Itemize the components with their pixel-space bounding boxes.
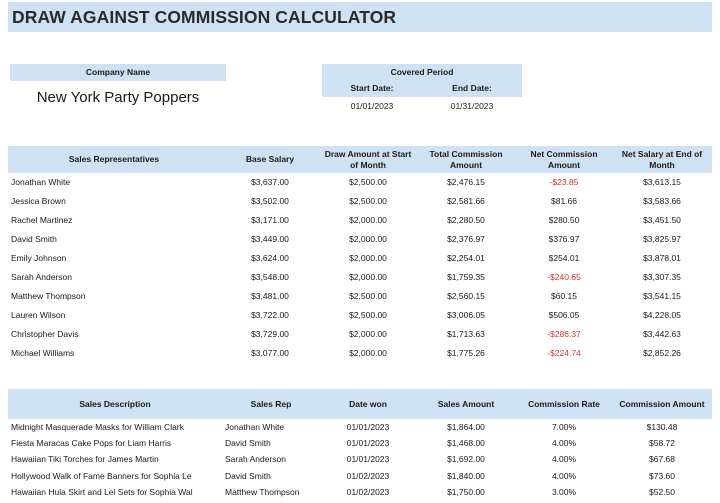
column-header: Sales Representatives: [68, 154, 160, 165]
table-cell[interactable]: 4.00%: [551, 454, 577, 465]
table-row: [8, 419, 712, 435]
table-cell[interactable]: Midnight Masquerade Masks for William Clark: [11, 422, 184, 432]
table-cell[interactable]: -$224.74: [547, 348, 581, 358]
table-cell[interactable]: $3,006.05: [447, 310, 485, 320]
table-row: [8, 468, 712, 484]
table-cell[interactable]: $3,502.00: [251, 196, 289, 206]
column-header: Draw Amount at Start of Month: [324, 149, 412, 170]
table-cell[interactable]: $2,852.26: [643, 348, 681, 358]
table-cell[interactable]: $2,500.00: [349, 177, 387, 187]
table-row: [8, 484, 712, 500]
table-cell[interactable]: $2,000.00: [349, 272, 387, 282]
table-cell[interactable]: 01/01/2023: [346, 454, 390, 465]
table-row: [8, 451, 712, 467]
table-row: [8, 287, 712, 306]
table-cell[interactable]: $3,878.01: [643, 253, 681, 263]
table-cell[interactable]: $1,750.00: [447, 486, 485, 497]
sales-table: [8, 389, 712, 500]
table-row: [8, 435, 712, 451]
table-cell[interactable]: -$286.37: [547, 329, 581, 339]
column-header: Net Commission Amount: [530, 149, 598, 170]
table-row: [8, 211, 712, 230]
table-cell[interactable]: $376.97: [548, 234, 580, 244]
table-cell[interactable]: $3,613.15: [643, 177, 681, 187]
table-cell[interactable]: $3,722.00: [251, 310, 289, 320]
table-cell[interactable]: 01/01/2023: [346, 438, 390, 449]
table-cell[interactable]: 3.00%: [551, 486, 577, 497]
table-cell[interactable]: $2,254.01: [447, 253, 485, 263]
table-cell[interactable]: David Smith: [225, 470, 271, 481]
table-cell[interactable]: Matthew Thompson: [225, 486, 300, 497]
table-cell[interactable]: $3,077.00: [251, 348, 289, 358]
table-cell[interactable]: Sarah Anderson: [225, 454, 286, 465]
company-name-value[interactable]: New York Party Poppers: [36, 89, 200, 106]
table-cell[interactable]: $130.48: [646, 422, 678, 432]
table-cell[interactable]: David Smith: [225, 438, 271, 449]
table-cell[interactable]: 4.00%: [551, 470, 577, 481]
table-cell[interactable]: $1,468.00: [447, 438, 485, 449]
table-cell[interactable]: Rachel Martinez: [11, 215, 73, 225]
table-cell[interactable]: $2,000.00: [349, 348, 387, 358]
table-cell[interactable]: -$240.65: [547, 272, 581, 282]
end-date-label: End Date:: [452, 83, 492, 93]
column-header: Sales Rep: [250, 398, 292, 409]
table-cell[interactable]: $4,228.05: [643, 310, 681, 320]
table-cell[interactable]: $81.66: [551, 196, 577, 206]
table-cell[interactable]: David Smith: [11, 234, 57, 244]
table-row: [8, 325, 712, 344]
table-cell[interactable]: Fiesta Maracas Cake Pops for Liam Harris: [11, 438, 172, 449]
table-header-row: [8, 146, 712, 173]
table-cell[interactable]: $3,481.00: [251, 291, 289, 301]
column-header: Commission Rate: [528, 398, 600, 409]
company-name-label: Company Name: [10, 64, 226, 81]
table-cell[interactable]: Jessica Brown: [11, 196, 66, 206]
table-cell[interactable]: $2,581.66: [447, 196, 485, 206]
table-cell[interactable]: $2,376.97: [447, 234, 485, 244]
table-cell[interactable]: $2,000.00: [349, 253, 387, 263]
table-row: [8, 344, 712, 363]
table-cell[interactable]: $3,449.00: [251, 234, 289, 244]
table-cell[interactable]: $73.60: [649, 470, 675, 481]
table-cell[interactable]: $1,864.00: [447, 422, 485, 432]
table-cell[interactable]: Hawaiian Hula Skirt and Lei Sets for Sophia Wal: [11, 486, 193, 497]
company-block: [10, 64, 226, 107]
table-cell[interactable]: $3,442.63: [643, 329, 681, 339]
table-cell[interactable]: $3,624.00: [251, 253, 289, 263]
table-cell[interactable]: $280.50: [548, 215, 580, 225]
table-cell[interactable]: Jonathan White: [11, 177, 71, 187]
table-row: [8, 306, 712, 325]
table-cell[interactable]: $1,759.35: [447, 272, 485, 282]
table-cell[interactable]: $254.01: [548, 253, 580, 263]
table-cell[interactable]: $3,583.66: [643, 196, 681, 206]
table-cell[interactable]: $1,775.26: [447, 348, 485, 358]
column-header: Base Salary: [245, 154, 295, 165]
table-cell[interactable]: 01/01/2023: [346, 422, 390, 432]
table-cell[interactable]: $2,560.15: [447, 291, 485, 301]
table-cell[interactable]: $3,825.97: [643, 234, 681, 244]
table-cell[interactable]: $58.72: [649, 438, 675, 449]
table-cell[interactable]: -$23.85: [549, 177, 579, 187]
table-row: [8, 268, 712, 287]
column-header: Total Commission Amount: [429, 149, 503, 170]
table-cell[interactable]: $2,476.15: [447, 177, 485, 187]
title-bar: [8, 2, 712, 32]
table-cell[interactable]: $3,548.00: [251, 272, 289, 282]
column-header: Date won: [349, 398, 387, 409]
table-cell[interactable]: Lauren Wilson: [11, 310, 66, 320]
table-cell[interactable]: $3,307.35: [643, 272, 681, 282]
table-cell[interactable]: $60.15: [551, 291, 577, 301]
table-cell[interactable]: $3,451.50: [643, 215, 681, 225]
table-cell[interactable]: $2,000.00: [349, 215, 387, 225]
table-cell[interactable]: $2,000.00: [349, 329, 387, 339]
table-cell[interactable]: 7.00%: [551, 422, 577, 432]
table-cell[interactable]: $2,280.50: [447, 215, 485, 225]
column-header: Net Salary at End of Month: [621, 149, 703, 170]
table-cell[interactable]: 4.00%: [551, 438, 577, 449]
table-cell[interactable]: Jonathan White: [225, 422, 285, 432]
column-header: Commission Amount: [619, 398, 705, 409]
table-cell[interactable]: $2,500.00: [349, 196, 387, 206]
start-date-value[interactable]: 01/01/2023: [350, 101, 394, 111]
table-cell[interactable]: Christopher Davis: [11, 329, 79, 339]
table-cell[interactable]: $506.05: [548, 310, 580, 320]
table-cell[interactable]: $67.68: [649, 454, 675, 465]
table-cell[interactable]: 01/02/2023: [346, 486, 390, 497]
table-cell[interactable]: $52.50: [649, 486, 675, 497]
table-cell[interactable]: $1,840.00: [447, 470, 485, 481]
end-date-value[interactable]: 01/31/2023: [450, 101, 494, 111]
table-cell[interactable]: Hawaiian Tiki Torches for James Martin: [11, 454, 159, 465]
table-row: [8, 192, 712, 211]
table-row: [8, 173, 712, 192]
covered-period-block: [322, 64, 522, 114]
page-title: DRAW AGAINST COMMISSION CALCULATOR: [12, 7, 397, 27]
table-cell[interactable]: $2,000.00: [349, 234, 387, 244]
table-cell[interactable]: $2,500.00: [349, 291, 387, 301]
table-cell[interactable]: $1,692.00: [447, 454, 485, 465]
table-cell[interactable]: $3,637.00: [251, 177, 289, 187]
table-row: [8, 230, 712, 249]
covered-period-header: [322, 64, 522, 97]
table-cell[interactable]: $3,729.00: [251, 329, 289, 339]
table-cell[interactable]: Emily Johnson: [11, 253, 67, 263]
table-cell[interactable]: $3,171.00: [251, 215, 289, 225]
table-cell[interactable]: Matthew Thompson: [11, 291, 86, 301]
column-header: Sales Description: [79, 398, 151, 409]
table-header-row: [8, 389, 712, 419]
column-header: Sales Amount: [437, 398, 495, 409]
table-cell[interactable]: $2,500.00: [349, 310, 387, 320]
table-cell[interactable]: 01/02/2023: [346, 470, 390, 481]
table-cell[interactable]: $1,713.63: [447, 329, 485, 339]
table-cell[interactable]: Sarah Anderson: [11, 272, 72, 282]
table-row: [8, 249, 712, 268]
covered-period-label: Covered Period: [390, 67, 454, 77]
sales-representatives-table: [8, 146, 712, 363]
table-cell[interactable]: Michael Williams: [11, 348, 75, 358]
table-cell[interactable]: $3,541.15: [643, 291, 681, 301]
table-cell[interactable]: Hollywood Walk of Fame Banners for Sophia Le: [11, 470, 192, 481]
start-date-label: Start Date:: [350, 83, 394, 93]
